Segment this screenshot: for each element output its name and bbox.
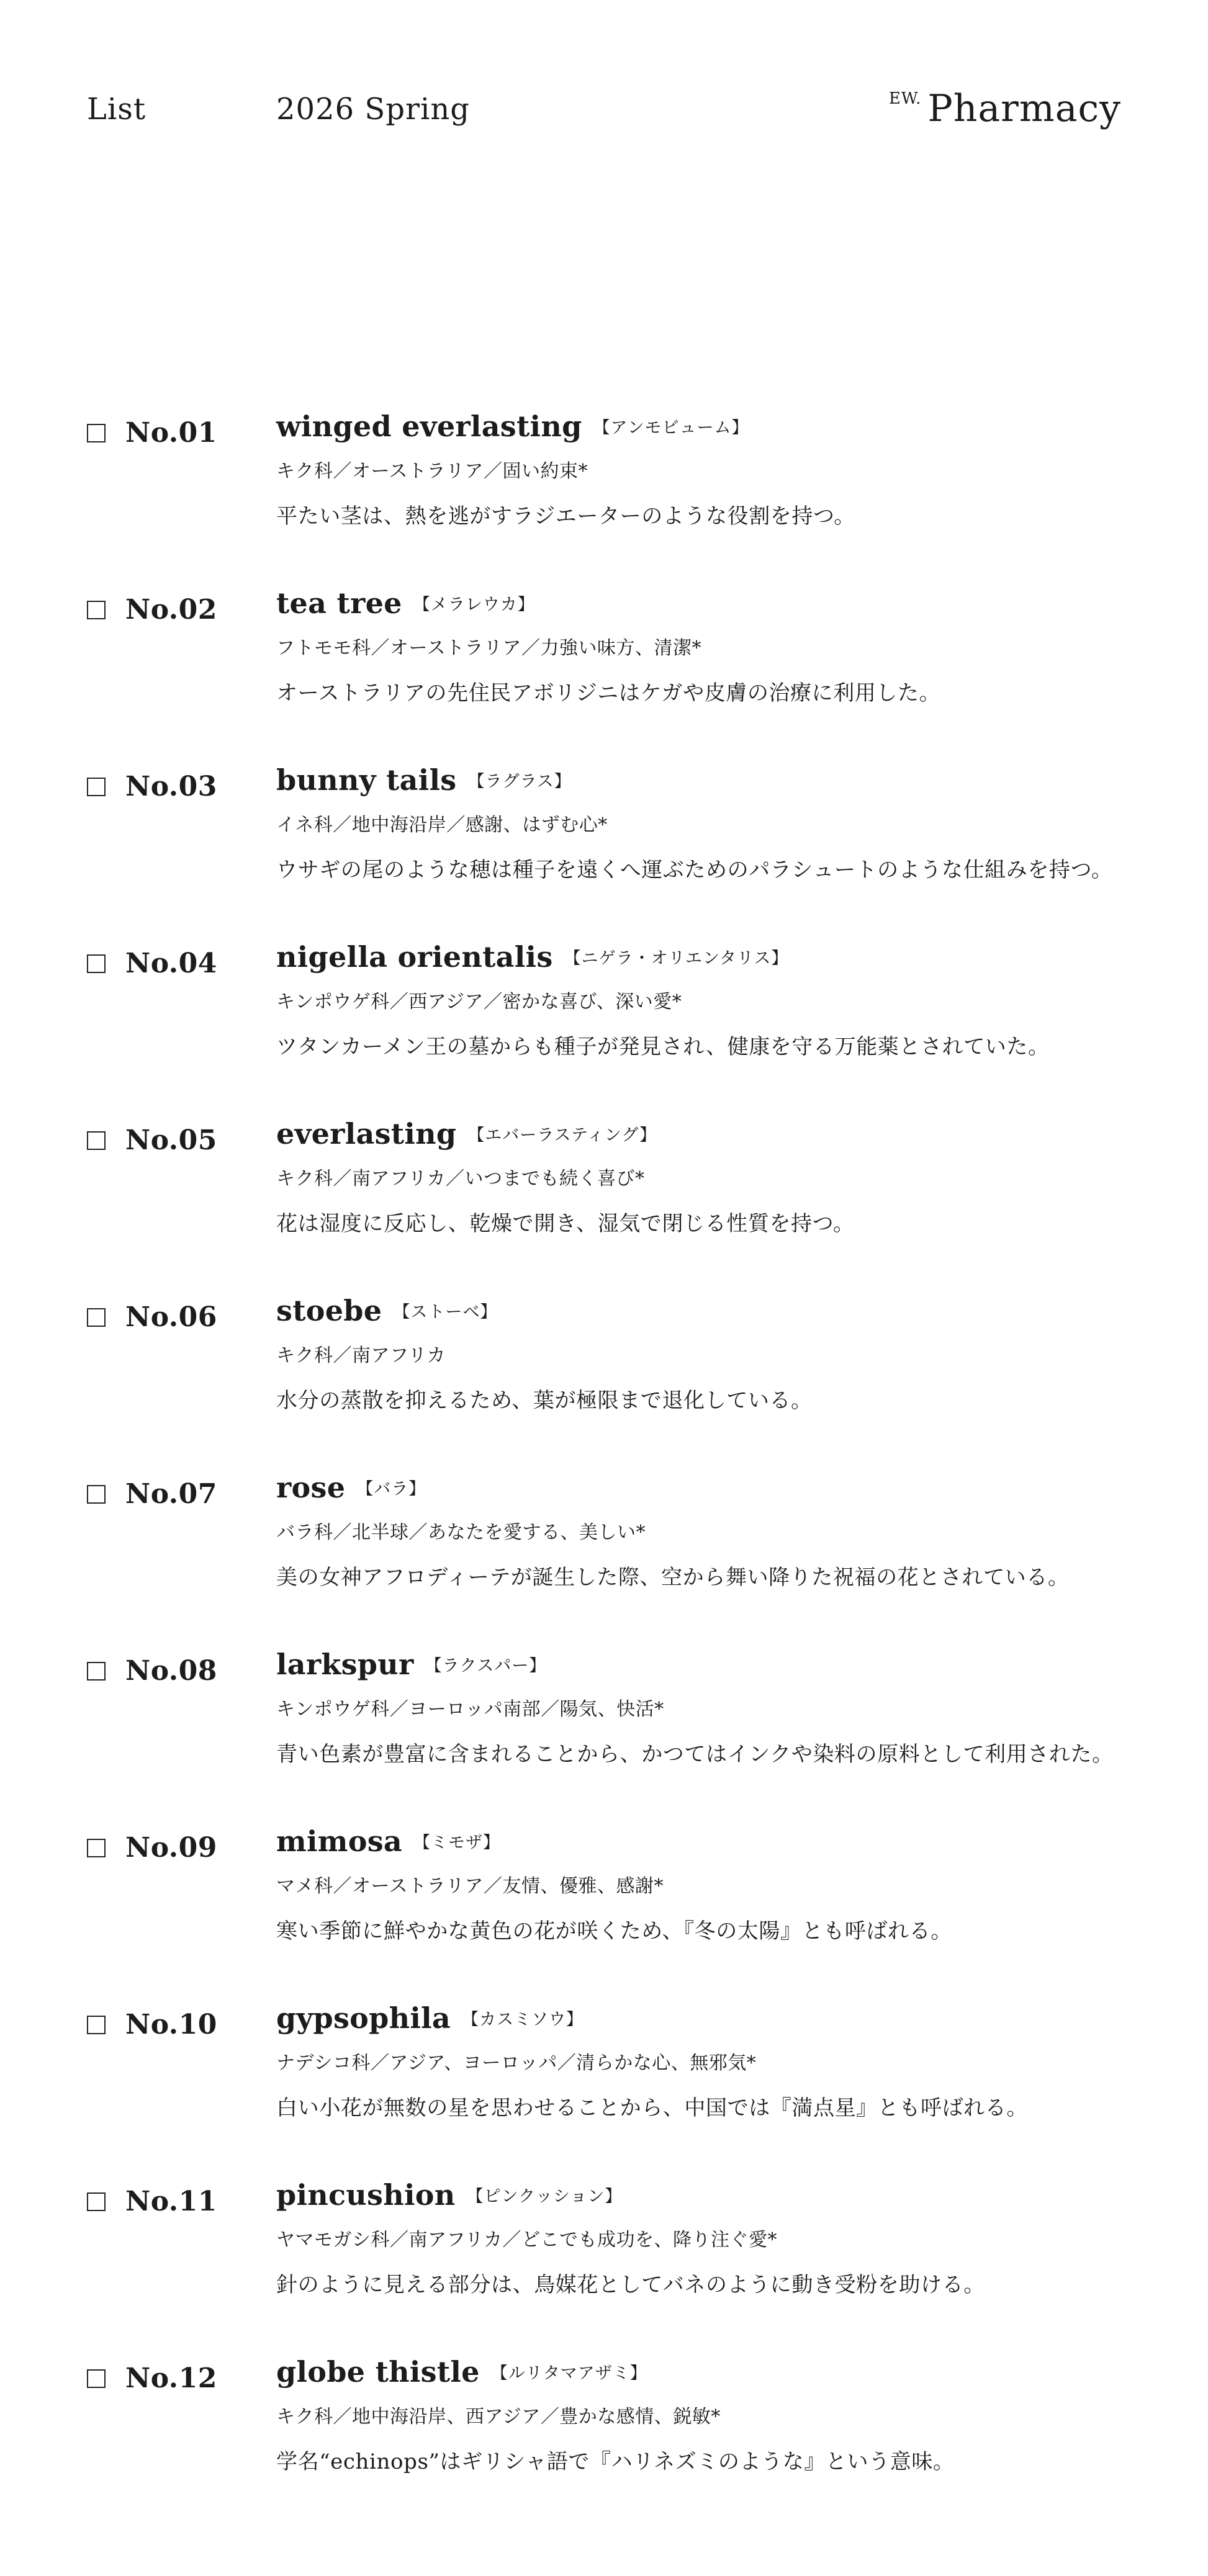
- brand-name: Pharmacy: [927, 87, 1121, 130]
- list-item: [87, 1824, 1171, 2001]
- entry-number-group: [87, 1832, 217, 1864]
- title-line: [276, 2355, 955, 2395]
- plant-description: ツタンカーメン王の墓からも種子が発見され、健康を守る万能薬とされていた。: [276, 1034, 1050, 1059]
- plant-japanese-name: 【ラクスパー】: [425, 1656, 547, 1676]
- title-line: [276, 940, 1050, 980]
- plant-description: オーストラリアの先住民アボリジニはケガや皮膚の治療に利用した。: [276, 681, 941, 706]
- plant-name: winged everlasting: [276, 410, 582, 443]
- item-number: No.09: [125, 1832, 217, 1864]
- plant-list: [87, 410, 1171, 2532]
- list-item: [87, 940, 1171, 1117]
- item-checkbox[interactable]: [87, 2016, 106, 2034]
- entry-body: [276, 410, 855, 529]
- plant-japanese-name: 【アンモビューム】: [593, 418, 749, 438]
- plant-description: ウサギの尾のような穂は種子を遠くへ運ぶためのパラシュートのような仕組みを持つ。: [276, 858, 1113, 882]
- item-checkbox[interactable]: [87, 954, 106, 973]
- title-line: [276, 1294, 813, 1334]
- title-line: [276, 1117, 854, 1157]
- plant-meta: キンポウゲ科／ヨーロッパ南部／陽気、快活*: [276, 1699, 664, 1720]
- plant-description: 白い小花が無数の星を思わせることから、中国では『満点星』とも呼ばれる。: [276, 2096, 1028, 2120]
- item-number: No.02: [125, 594, 217, 626]
- entry-number-group: [87, 2363, 217, 2394]
- entry-body: [276, 2355, 955, 2475]
- plant-meta: キク科／南アフリカ／いつまでも続く喜び*: [276, 1168, 645, 1190]
- plant-japanese-name: 【ミモザ】: [413, 1833, 501, 1852]
- plant-name: mimosa: [276, 1824, 403, 1858]
- plant-name: larkspur: [276, 1648, 414, 1681]
- item-number: No.06: [125, 1301, 217, 1333]
- list-item: [87, 2355, 1171, 2532]
- plant-meta: キンポウゲ科／西アジア／密かな喜び、深い愛*: [276, 991, 682, 1013]
- plant-name: tea tree: [276, 586, 402, 620]
- plant-japanese-name: 【バラ】: [356, 1479, 426, 1499]
- item-number: No.10: [125, 2009, 217, 2040]
- plant-meta: ナデシコ科／アジア、ヨーロッパ／清らかな心、無邪気*: [276, 2052, 757, 2074]
- entry-number-group: [87, 2009, 217, 2040]
- entry-body: [276, 1648, 1114, 1767]
- entry-body: [276, 2178, 985, 2298]
- item-number: No.04: [125, 948, 217, 979]
- plant-name: rose: [276, 1471, 346, 1504]
- plant-name: gypsophila: [276, 2001, 451, 2035]
- item-checkbox[interactable]: [87, 2192, 106, 2211]
- plant-name: stoebe: [276, 1294, 382, 1327]
- plant-meta: フトモモ科／オーストラリア／力強い味方、清潔*: [276, 637, 701, 659]
- plant-japanese-name: 【メラレウカ】: [413, 595, 535, 614]
- item-number: No.08: [125, 1655, 217, 1687]
- plant-japanese-name: 【ニゲラ・オリエンタリス】: [564, 949, 789, 968]
- plant-japanese-name: 【ストーベ】: [393, 1303, 498, 1322]
- entry-body: [276, 763, 1112, 883]
- plant-japanese-name: 【ルリタマアザミ】: [490, 2364, 647, 2383]
- title-line: [276, 2001, 1028, 2041]
- plant-meta: ヤマモガシ科／南アフリカ／どこでも成功を、降り注ぐ愛*: [276, 2229, 777, 2251]
- title-line: [276, 2178, 985, 2218]
- plant-meta: マメ科／オーストラリア／友情、優雅、感謝*: [276, 1875, 664, 1897]
- title-line: [276, 1648, 1114, 1687]
- item-checkbox[interactable]: [87, 1485, 106, 1504]
- plant-meta: キク科／地中海沿岸、西アジア／豊かな感情、鋭敏*: [276, 2406, 721, 2428]
- entry-number-group: [87, 1478, 217, 1510]
- title-line: [276, 1471, 1069, 1510]
- item-checkbox[interactable]: [87, 601, 106, 619]
- title-line: [276, 410, 855, 449]
- entry-number-group: [87, 417, 217, 449]
- brand-prefix: EW.: [888, 89, 922, 108]
- plant-description: 平たい茎は、熱を逃がすラジエーターのような役割を持つ。: [276, 504, 855, 529]
- plant-name: nigella orientalis: [276, 940, 553, 974]
- list-label: List: [87, 92, 146, 127]
- list-item: [87, 586, 1171, 763]
- item-checkbox[interactable]: [87, 1839, 106, 1857]
- entry-number-group: [87, 1655, 217, 1687]
- item-number: No.03: [125, 771, 217, 802]
- plant-name: globe thistle: [276, 2355, 480, 2389]
- list-item: [87, 1117, 1171, 1294]
- item-number: No.12: [125, 2363, 217, 2394]
- plant-japanese-name: 【カスミソウ】: [462, 2010, 584, 2029]
- item-number: No.07: [125, 1478, 217, 1510]
- title-line: [276, 763, 1112, 803]
- entry-number-group: [87, 2186, 217, 2217]
- list-item: [87, 2001, 1171, 2178]
- plant-description: 針のように見える部分は、鳥媒花としてバネのように動き受粉を助ける。: [276, 2273, 985, 2297]
- plant-meta: バラ科／北半球／あなたを愛する、美しい*: [276, 1522, 646, 1543]
- page-header: [87, 87, 1121, 137]
- entry-number-group: [87, 594, 217, 626]
- list-item: [87, 1294, 1171, 1471]
- plant-meta: キク科／オーストラリア／固い約束*: [276, 460, 588, 482]
- plant-meta: キク科／南アフリカ: [276, 1345, 446, 1367]
- title-line: [276, 1824, 952, 1864]
- entry-body: [276, 1471, 1069, 1591]
- entry-number-group: [87, 1301, 217, 1333]
- item-checkbox[interactable]: [87, 424, 106, 442]
- item-checkbox[interactable]: [87, 1131, 106, 1150]
- entry-body: [276, 1117, 854, 1237]
- entry-body: [276, 586, 940, 706]
- plant-name: everlasting: [276, 1117, 457, 1151]
- item-number: No.11: [125, 2186, 217, 2217]
- list-item: [87, 1471, 1171, 1648]
- list-item: [87, 1648, 1171, 1824]
- title-line: [276, 586, 940, 626]
- plant-meta: イネ科／地中海沿岸／感謝、はずむ心*: [276, 814, 608, 836]
- entry-body: [276, 940, 1050, 1060]
- plant-description: 学名“echinops”はギリシャ語で『ハリネズミのような』という意味。: [276, 2449, 955, 2474]
- plant-description: 美の女神アフロディーテが誕生した際、空から舞い降りた祝福の花とされている。: [276, 1565, 1070, 1590]
- entry-body: [276, 1824, 952, 1944]
- item-checkbox[interactable]: [87, 1308, 106, 1327]
- entry-number-group: [87, 771, 217, 802]
- entry-number-group: [87, 1124, 217, 1156]
- season-label: 2026 Spring: [276, 92, 470, 127]
- plant-description: 花は湿度に反応し、乾燥で開き、湿気で閉じる性質を持つ。: [276, 1211, 855, 1236]
- entry-number-group: [87, 948, 217, 979]
- entry-body: [276, 2001, 1028, 2121]
- item-checkbox[interactable]: [87, 2369, 106, 2388]
- item-checkbox[interactable]: [87, 778, 106, 796]
- plant-name: pincushion: [276, 2178, 456, 2212]
- plant-description: 水分の蒸散を抑えるため、葉が極限まで退化している。: [276, 1388, 813, 1413]
- item-number: No.01: [125, 417, 217, 449]
- list-item: [87, 410, 1171, 586]
- plant-japanese-name: 【エバーラスティング】: [467, 1126, 657, 1145]
- plant-japanese-name: 【ラグラス】: [467, 772, 572, 791]
- plant-japanese-name: 【ピンクッション】: [466, 2187, 623, 2206]
- list-item: [87, 763, 1171, 940]
- brand-logo: [889, 87, 1121, 130]
- plant-name: bunny tails: [276, 763, 457, 797]
- entry-body: [276, 1294, 813, 1414]
- plant-description: 青い色素が豊富に含まれることから、かつてはインクや染料の原料として利用された。: [276, 1742, 1114, 1767]
- plant-description: 寒い季節に鮮やかな黄色の花が咲くため、『冬の太陽』とも呼ばれる。: [276, 1919, 952, 1944]
- list-item: [87, 2178, 1171, 2355]
- item-number: No.05: [125, 1124, 217, 1156]
- item-checkbox[interactable]: [87, 1662, 106, 1681]
